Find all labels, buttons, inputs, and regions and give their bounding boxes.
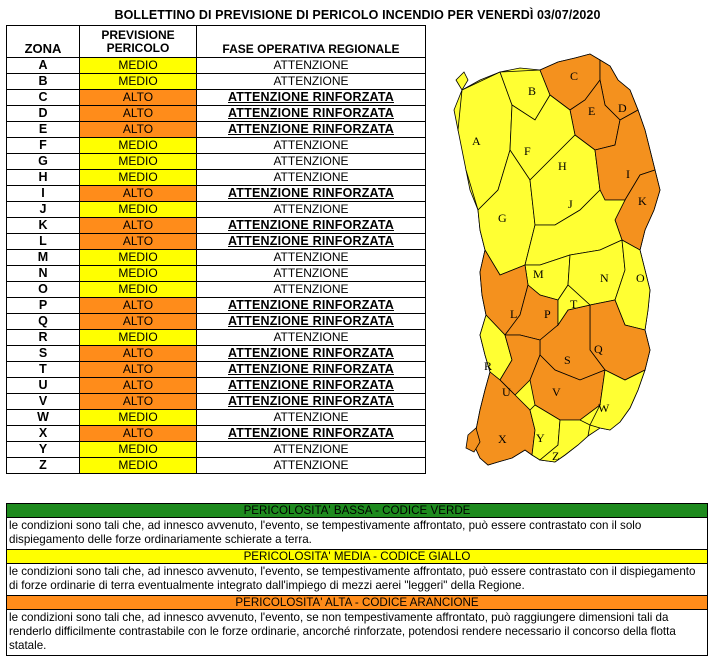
zone-code: W — [7, 410, 80, 426]
table-row — [7, 394, 426, 410]
table-row — [7, 314, 426, 330]
map-label-g: G — [498, 211, 507, 225]
zone-code: S — [7, 346, 80, 362]
table-row — [7, 330, 426, 346]
zone-risk-level: MEDIO — [80, 330, 197, 346]
zone-operational-phase: ATTENZIONE — [197, 442, 426, 458]
map-label-o: O — [636, 271, 645, 285]
zone-table-body — [7, 58, 426, 474]
legend-heading-alta: PERICOLOSITA' ALTA - CODICE ARANCIONE — [7, 596, 707, 610]
table-row — [7, 266, 426, 282]
zone-operational-phase: ATTENZIONE RINFORZATA — [197, 314, 426, 330]
zone-operational-phase: ATTENZIONE — [197, 138, 426, 154]
zone-operational-phase: ATTENZIONE — [197, 330, 426, 346]
zone-operational-phase: ATTENZIONE RINFORZATA — [197, 426, 426, 442]
map-label-s: S — [564, 353, 571, 367]
table-row — [7, 74, 426, 90]
sardinia-map — [440, 50, 715, 480]
zone-risk-level: ALTO — [80, 314, 197, 330]
legend-text-bassa: le condizioni sono tali che, ad innesco avvenuto, l'evento, se tempestivamente affrontato, può essere contrastato con il solo dispiegamento delle forze ordinariamente schierate a terra. — [7, 518, 707, 550]
table-row — [7, 90, 426, 106]
zone-code: J — [7, 202, 80, 218]
zone-risk-level: ALTO — [80, 426, 197, 442]
zone-code: A — [7, 58, 80, 74]
bulletin-title: BOLLETTINO DI PREVISIONE DI PERICOLO INCENDIO PER VENERDÌ 03/07/2020 — [114, 8, 601, 22]
legend-heading-media: PERICOLOSITA' MEDIA - CODICE GIALLO — [7, 550, 707, 564]
table-row — [7, 346, 426, 362]
map-label-h: H — [558, 159, 567, 173]
zone-risk-level: MEDIO — [80, 458, 197, 474]
map-label-l: L — [510, 307, 518, 321]
table-row — [7, 170, 426, 186]
zone-code: N — [7, 266, 80, 282]
zone-code: T — [7, 362, 80, 378]
zone-operational-phase: ATTENZIONE RINFORZATA — [197, 106, 426, 122]
zone-risk-level: MEDIO — [80, 170, 197, 186]
zone-code: P — [7, 298, 80, 314]
header-fase: FASE OPERATIVA REGIONALE — [197, 26, 426, 58]
zone-code: L — [7, 234, 80, 250]
header-previsione-line2: PERICOLO — [106, 40, 170, 55]
zone-code: M — [7, 250, 80, 266]
zone-operational-phase: ATTENZIONE — [197, 202, 426, 218]
map-label-k: K — [638, 194, 647, 208]
zone-risk-level: MEDIO — [80, 58, 197, 74]
map-label-q: Q — [594, 342, 603, 356]
zone-code: U — [7, 378, 80, 394]
zone-risk-level: ALTO — [80, 186, 197, 202]
zone-code: F — [7, 138, 80, 154]
zone-operational-phase: ATTENZIONE — [197, 282, 426, 298]
table-row — [7, 378, 426, 394]
map-label-x: X — [498, 432, 507, 446]
zone-operational-phase: ATTENZIONE — [197, 74, 426, 90]
header-previsione — [80, 26, 197, 58]
zone-code: K — [7, 218, 80, 234]
legend-heading-bassa: PERICOLOSITA' BASSA - CODICE VERDE — [7, 504, 707, 518]
map-label-p: P — [544, 307, 551, 321]
zone-risk-level: MEDIO — [80, 282, 197, 298]
zone-code: I — [7, 186, 80, 202]
zone-risk-level: ALTO — [80, 346, 197, 362]
table-row — [7, 410, 426, 426]
zone-operational-phase: ATTENZIONE RINFORZATA — [197, 90, 426, 106]
zone-risk-level: ALTO — [80, 90, 197, 106]
table-row — [7, 362, 426, 378]
zone-risk-level: ALTO — [80, 234, 197, 250]
table-row — [7, 234, 426, 250]
zone-operational-phase: ATTENZIONE — [197, 458, 426, 474]
zone-code: C — [7, 90, 80, 106]
map-label-e: E — [588, 104, 596, 118]
map-label-t: T — [570, 297, 578, 311]
zone-code: Z — [7, 458, 80, 474]
zone-code: V — [7, 394, 80, 410]
zone-code: E — [7, 122, 80, 138]
table-row — [7, 298, 426, 314]
map-label-v: V — [552, 385, 561, 399]
zone-code: Y — [7, 442, 80, 458]
map-label-c: C — [570, 69, 579, 83]
table-row — [7, 250, 426, 266]
zone-risk-level: ALTO — [80, 298, 197, 314]
map-label-z: Z — [552, 449, 560, 463]
zone-operational-phase: ATTENZIONE RINFORZATA — [197, 362, 426, 378]
zone-code: G — [7, 154, 80, 170]
legend-text-media: le condizioni sono tali che, ad innesco avvenuto, l'evento, se tempestivamente affrontato, può essere contrastato con il dispiegamento di forze ordinarie di terra eventualmente integrato dall'impiego di mezzi aerei "leggeri" della Regione. — [7, 564, 707, 596]
zone-operational-phase: ATTENZIONE RINFORZATA — [197, 346, 426, 362]
zone-code: X — [7, 426, 80, 442]
map-label-w: W — [598, 401, 610, 415]
sardinia-map-svg — [440, 50, 715, 480]
table-row — [7, 154, 426, 170]
zone-operational-phase: ATTENZIONE — [197, 266, 426, 282]
zone-operational-phase: ATTENZIONE RINFORZATA — [197, 378, 426, 394]
map-label-n: N — [600, 271, 609, 285]
zone-operational-phase: ATTENZIONE — [197, 410, 426, 426]
zone-risk-level: MEDIO — [80, 202, 197, 218]
table-row — [7, 138, 426, 154]
zone-operational-phase: ATTENZIONE — [197, 250, 426, 266]
zone-table — [6, 25, 426, 474]
zone-code: Q — [7, 314, 80, 330]
zone-risk-level: ALTO — [80, 362, 197, 378]
zone-operational-phase: ATTENZIONE RINFORZATA — [197, 218, 426, 234]
table-row — [7, 458, 426, 474]
zone-code: H — [7, 170, 80, 186]
table-row — [7, 426, 426, 442]
map-label-i: I — [626, 167, 630, 181]
zone-operational-phase: ATTENZIONE — [197, 58, 426, 74]
zone-risk-level: MEDIO — [80, 442, 197, 458]
table-row — [7, 202, 426, 218]
map-label-a: A — [472, 134, 481, 148]
map-label-d: D — [618, 101, 627, 115]
zone-risk-level: ALTO — [80, 106, 197, 122]
legend-box — [6, 503, 708, 656]
zone-risk-level: ALTO — [80, 218, 197, 234]
zone-operational-phase: ATTENZIONE — [197, 154, 426, 170]
map-label-j: J — [568, 197, 573, 211]
zone-code: B — [7, 74, 80, 90]
table-row — [7, 282, 426, 298]
zone-operational-phase: ATTENZIONE RINFORZATA — [197, 186, 426, 202]
header-zona: ZONA — [7, 26, 80, 58]
zone-risk-level: ALTO — [80, 394, 197, 410]
zone-code: O — [7, 282, 80, 298]
zone-risk-level: MEDIO — [80, 74, 197, 90]
zone-operational-phase: ATTENZIONE RINFORZATA — [197, 122, 426, 138]
table-row — [7, 442, 426, 458]
table-row — [7, 122, 426, 138]
header-previsione-line1: PREVISIONE — [101, 27, 175, 42]
zone-risk-level: ALTO — [80, 378, 197, 394]
zone-risk-level: MEDIO — [80, 138, 197, 154]
map-label-m: M — [533, 267, 544, 281]
table-row — [7, 58, 426, 74]
zone-code: R — [7, 330, 80, 346]
map-label-f: F — [524, 144, 531, 158]
map-label-u: U — [502, 385, 511, 399]
zone-operational-phase: ATTENZIONE RINFORZATA — [197, 234, 426, 250]
zone-risk-level: MEDIO — [80, 266, 197, 282]
zone-operational-phase: ATTENZIONE RINFORZATA — [197, 394, 426, 410]
zone-operational-phase: ATTENZIONE — [197, 170, 426, 186]
map-label-y: Y — [536, 431, 545, 445]
zone-operational-phase: ATTENZIONE RINFORZATA — [197, 298, 426, 314]
zone-risk-level: MEDIO — [80, 154, 197, 170]
map-label-b: B — [528, 84, 537, 98]
zone-risk-level: MEDIO — [80, 410, 197, 426]
map-label-r: R — [484, 359, 493, 373]
table-row — [7, 218, 426, 234]
table-row — [7, 186, 426, 202]
zone-risk-level: ALTO — [80, 122, 197, 138]
zone-risk-level: MEDIO — [80, 250, 197, 266]
zone-code: D — [7, 106, 80, 122]
legend-text-alta: le condizioni sono tali che, ad innesco avvenuto, l'evento, se non tempestivamente affrontato, può raggiungere dimensioni tali da renderlo difficilmente contrastabile con le forze ordinarie, ancorché rinforzate, potendosi rendere necessario il concorso della flotta statale. — [9, 611, 676, 652]
table-row — [7, 106, 426, 122]
